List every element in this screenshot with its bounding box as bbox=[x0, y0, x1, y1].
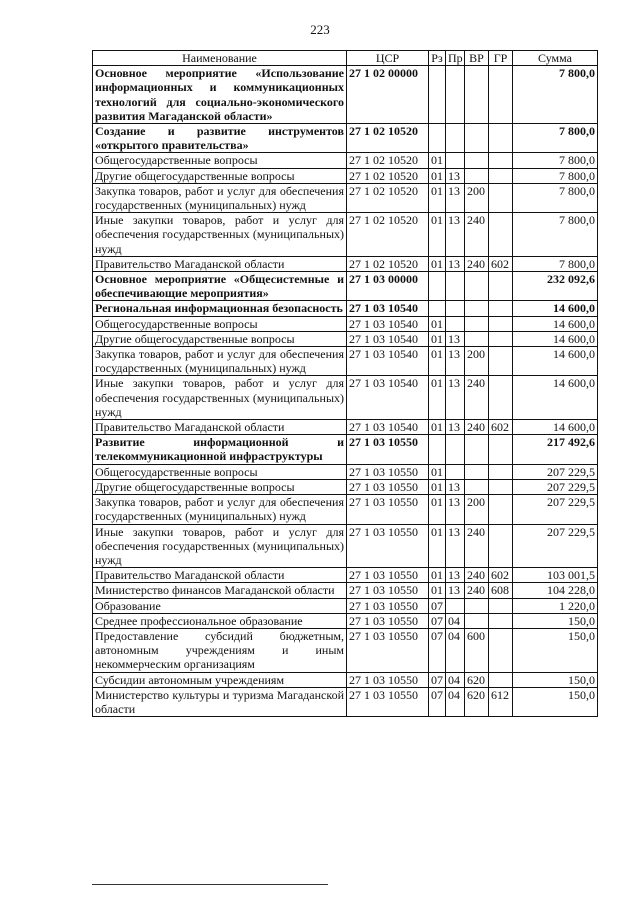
cell-name: Основное мероприятие «Использование информационных и коммуникационных технологий для социально-экономического развития Магаданской области» bbox=[93, 66, 347, 124]
cell-name: Иные закупки товаров, работ и услуг для обеспечения государственных (муниципальных) нужд bbox=[93, 213, 347, 257]
cell-pr: 13 bbox=[446, 495, 465, 524]
cell-vr bbox=[465, 316, 489, 331]
cell-pr: 13 bbox=[446, 256, 465, 271]
cell-csr: 27 1 03 10550 bbox=[347, 479, 429, 494]
table-row bbox=[93, 272, 598, 301]
cell-name: Правительство Магаданской области bbox=[93, 256, 347, 271]
cell-gr bbox=[489, 435, 513, 464]
cell-name: Другие общегосударственные вопросы bbox=[93, 168, 347, 183]
table-row bbox=[93, 628, 598, 672]
cell-gr bbox=[489, 213, 513, 257]
cell-sum: 150,0 bbox=[513, 672, 598, 687]
cell-name: Иные закупки товаров, работ и услуг для обеспечения государственных (муниципальных) нужд bbox=[93, 524, 347, 568]
cell-csr: 27 1 02 10520 bbox=[347, 124, 429, 153]
cell-sum: 14 600,0 bbox=[513, 420, 598, 435]
cell-pr: 13 bbox=[446, 213, 465, 257]
cell-name: Общегосударственные вопросы bbox=[93, 464, 347, 479]
cell-rz: 01 bbox=[429, 524, 446, 568]
cell-vr: 200 bbox=[465, 347, 489, 376]
cell-gr bbox=[489, 168, 513, 183]
cell-name: Предоставление субсидий бюджетным, автономным учреждениям и иным некоммерческим организациям bbox=[93, 628, 347, 672]
header-gr: ГР bbox=[489, 51, 513, 66]
cell-vr bbox=[465, 331, 489, 346]
cell-csr: 27 1 03 10550 bbox=[347, 583, 429, 598]
cell-csr: 27 1 02 10520 bbox=[347, 256, 429, 271]
header-name: Наименование bbox=[93, 51, 347, 66]
cell-rz: 01 bbox=[429, 168, 446, 183]
cell-pr bbox=[446, 272, 465, 301]
table-row bbox=[93, 420, 598, 435]
cell-csr: 27 1 02 10520 bbox=[347, 183, 429, 212]
cell-rz: 01 bbox=[429, 347, 446, 376]
cell-sum: 207 229,5 bbox=[513, 479, 598, 494]
cell-sum: 7 800,0 bbox=[513, 168, 598, 183]
table-row bbox=[93, 672, 598, 687]
cell-vr bbox=[465, 153, 489, 168]
cell-gr bbox=[489, 347, 513, 376]
cell-csr: 27 1 03 10540 bbox=[347, 347, 429, 376]
cell-pr: 13 bbox=[446, 568, 465, 583]
cell-pr: 04 bbox=[446, 672, 465, 687]
cell-sum: 7 800,0 bbox=[513, 256, 598, 271]
cell-csr: 27 1 02 00000 bbox=[347, 66, 429, 124]
cell-gr bbox=[489, 598, 513, 613]
cell-gr: 608 bbox=[489, 583, 513, 598]
cell-sum: 14 600,0 bbox=[513, 301, 598, 316]
cell-sum: 150,0 bbox=[513, 613, 598, 628]
cell-sum: 103 001,5 bbox=[513, 568, 598, 583]
table-body bbox=[93, 66, 598, 717]
cell-rz bbox=[429, 301, 446, 316]
cell-vr bbox=[465, 613, 489, 628]
cell-vr: 620 bbox=[465, 672, 489, 687]
table-row bbox=[93, 613, 598, 628]
table-row bbox=[93, 331, 598, 346]
table-row bbox=[93, 479, 598, 494]
table-row bbox=[93, 316, 598, 331]
cell-rz: 01 bbox=[429, 420, 446, 435]
cell-name: Другие общегосударственные вопросы bbox=[93, 331, 347, 346]
cell-csr: 27 1 03 10550 bbox=[347, 435, 429, 464]
cell-vr: 240 bbox=[465, 213, 489, 257]
cell-csr: 27 1 02 10520 bbox=[347, 153, 429, 168]
cell-csr: 27 1 03 10540 bbox=[347, 316, 429, 331]
cell-rz: 01 bbox=[429, 331, 446, 346]
cell-pr: 13 bbox=[446, 583, 465, 598]
table-row bbox=[93, 435, 598, 464]
cell-gr bbox=[489, 66, 513, 124]
cell-csr: 27 1 03 10540 bbox=[347, 420, 429, 435]
budget-table bbox=[92, 50, 598, 717]
cell-vr: 600 bbox=[465, 628, 489, 672]
table-row bbox=[93, 464, 598, 479]
cell-name: Министерство культуры и туризма Магаданской области bbox=[93, 687, 347, 716]
cell-sum: 104 228,0 bbox=[513, 583, 598, 598]
cell-csr: 27 1 03 10550 bbox=[347, 495, 429, 524]
cell-sum: 14 600,0 bbox=[513, 347, 598, 376]
cell-sum: 207 229,5 bbox=[513, 495, 598, 524]
cell-csr: 27 1 03 10540 bbox=[347, 331, 429, 346]
cell-pr: 13 bbox=[446, 347, 465, 376]
cell-gr: 602 bbox=[489, 568, 513, 583]
cell-rz: 07 bbox=[429, 672, 446, 687]
cell-csr: 27 1 03 10550 bbox=[347, 598, 429, 613]
cell-pr bbox=[446, 435, 465, 464]
cell-name: Создание и развитие инструментов «открытого правительства» bbox=[93, 124, 347, 153]
cell-pr bbox=[446, 316, 465, 331]
table-row bbox=[93, 687, 598, 716]
cell-rz: 01 bbox=[429, 153, 446, 168]
table-row bbox=[93, 568, 598, 583]
cell-vr: 620 bbox=[465, 687, 489, 716]
cell-name: Закупка товаров, работ и услуг для обеспечения государственных (муниципальных) нужд bbox=[93, 495, 347, 524]
table-row bbox=[93, 347, 598, 376]
header-pr: Пр bbox=[446, 51, 465, 66]
cell-csr: 27 1 03 10540 bbox=[347, 301, 429, 316]
cell-name: Другие общегосударственные вопросы bbox=[93, 479, 347, 494]
cell-pr bbox=[446, 301, 465, 316]
cell-vr bbox=[465, 124, 489, 153]
cell-gr bbox=[489, 672, 513, 687]
cell-gr bbox=[489, 301, 513, 316]
table-header-row bbox=[93, 51, 598, 66]
cell-name: Развитие информационной и телекоммуникационной инфраструктуры bbox=[93, 435, 347, 464]
cell-rz: 07 bbox=[429, 687, 446, 716]
cell-gr bbox=[489, 272, 513, 301]
cell-rz: 01 bbox=[429, 568, 446, 583]
cell-pr: 13 bbox=[446, 183, 465, 212]
cell-csr: 27 1 03 10540 bbox=[347, 376, 429, 420]
cell-vr: 200 bbox=[465, 495, 489, 524]
cell-gr bbox=[489, 479, 513, 494]
cell-vr bbox=[465, 435, 489, 464]
cell-rz: 01 bbox=[429, 183, 446, 212]
cell-gr bbox=[489, 628, 513, 672]
table-row bbox=[93, 583, 598, 598]
cell-gr: 602 bbox=[489, 420, 513, 435]
cell-sum: 7 800,0 bbox=[513, 153, 598, 168]
cell-csr: 27 1 03 10550 bbox=[347, 464, 429, 479]
cell-sum: 207 229,5 bbox=[513, 524, 598, 568]
cell-vr: 240 bbox=[465, 376, 489, 420]
cell-sum: 7 800,0 bbox=[513, 213, 598, 257]
cell-name: Правительство Магаданской области bbox=[93, 568, 347, 583]
cell-name: Иные закупки товаров, работ и услуг для обеспечения государственных (муниципальных) нужд bbox=[93, 376, 347, 420]
cell-vr: 240 bbox=[465, 420, 489, 435]
cell-vr: 240 bbox=[465, 568, 489, 583]
cell-pr: 04 bbox=[446, 628, 465, 672]
table-row bbox=[93, 153, 598, 168]
cell-rz: 07 bbox=[429, 613, 446, 628]
cell-csr: 27 1 02 10520 bbox=[347, 213, 429, 257]
cell-gr bbox=[489, 331, 513, 346]
cell-pr bbox=[446, 464, 465, 479]
cell-name: Общегосударственные вопросы bbox=[93, 316, 347, 331]
table-row bbox=[93, 168, 598, 183]
cell-name: Среднее профессиональное образование bbox=[93, 613, 347, 628]
table-row bbox=[93, 213, 598, 257]
cell-vr bbox=[465, 464, 489, 479]
cell-sum: 14 600,0 bbox=[513, 316, 598, 331]
cell-rz: 01 bbox=[429, 316, 446, 331]
cell-gr: 602 bbox=[489, 256, 513, 271]
footer-divider bbox=[92, 884, 328, 885]
cell-csr: 27 1 03 10550 bbox=[347, 672, 429, 687]
cell-sum: 7 800,0 bbox=[513, 66, 598, 124]
cell-rz: 01 bbox=[429, 583, 446, 598]
table-row bbox=[93, 495, 598, 524]
cell-gr: 612 bbox=[489, 687, 513, 716]
cell-csr: 27 1 03 10550 bbox=[347, 687, 429, 716]
cell-sum: 217 492,6 bbox=[513, 435, 598, 464]
cell-sum: 150,0 bbox=[513, 687, 598, 716]
cell-pr: 13 bbox=[446, 168, 465, 183]
table-row bbox=[93, 301, 598, 316]
cell-csr: 27 1 03 00000 bbox=[347, 272, 429, 301]
cell-csr: 27 1 03 10550 bbox=[347, 568, 429, 583]
cell-name: Правительство Магаданской области bbox=[93, 420, 347, 435]
cell-rz: 07 bbox=[429, 628, 446, 672]
cell-pr bbox=[446, 66, 465, 124]
cell-sum: 207 229,5 bbox=[513, 464, 598, 479]
table-row bbox=[93, 598, 598, 613]
cell-rz: 01 bbox=[429, 479, 446, 494]
cell-gr bbox=[489, 495, 513, 524]
cell-name: Основное мероприятие «Общесистемные и обеспечивающие мероприятия» bbox=[93, 272, 347, 301]
header-sum: Сумма bbox=[513, 51, 598, 66]
cell-sum: 14 600,0 bbox=[513, 376, 598, 420]
cell-vr bbox=[465, 479, 489, 494]
cell-rz: 07 bbox=[429, 598, 446, 613]
cell-name: Закупка товаров, работ и услуг для обеспечения государственных (муниципальных) нужд bbox=[93, 347, 347, 376]
cell-sum: 14 600,0 bbox=[513, 331, 598, 346]
cell-pr bbox=[446, 124, 465, 153]
cell-sum: 7 800,0 bbox=[513, 183, 598, 212]
cell-rz bbox=[429, 124, 446, 153]
cell-rz: 01 bbox=[429, 495, 446, 524]
cell-sum: 7 800,0 bbox=[513, 124, 598, 153]
cell-gr bbox=[489, 613, 513, 628]
cell-vr bbox=[465, 301, 489, 316]
cell-name: Министерство финансов Магаданской области bbox=[93, 583, 347, 598]
cell-name: Региональная информационная безопасность bbox=[93, 301, 347, 316]
header-vr: ВР bbox=[465, 51, 489, 66]
cell-gr bbox=[489, 183, 513, 212]
cell-csr: 27 1 02 10520 bbox=[347, 168, 429, 183]
cell-pr: 13 bbox=[446, 524, 465, 568]
table-row bbox=[93, 524, 598, 568]
table-row bbox=[93, 183, 598, 212]
cell-name: Общегосударственные вопросы bbox=[93, 153, 347, 168]
cell-rz bbox=[429, 66, 446, 124]
cell-vr bbox=[465, 66, 489, 124]
cell-gr bbox=[489, 316, 513, 331]
cell-pr: 13 bbox=[446, 420, 465, 435]
cell-pr: 04 bbox=[446, 613, 465, 628]
page-number: 223 bbox=[310, 22, 330, 37]
cell-name: Образование bbox=[93, 598, 347, 613]
cell-rz: 01 bbox=[429, 464, 446, 479]
cell-vr: 240 bbox=[465, 583, 489, 598]
header-csr: ЦСР bbox=[347, 51, 429, 66]
cell-pr bbox=[446, 153, 465, 168]
table-row bbox=[93, 256, 598, 271]
cell-rz bbox=[429, 435, 446, 464]
cell-rz: 01 bbox=[429, 213, 446, 257]
cell-rz: 01 bbox=[429, 256, 446, 271]
cell-sum: 150,0 bbox=[513, 628, 598, 672]
cell-csr: 27 1 03 10550 bbox=[347, 628, 429, 672]
cell-gr bbox=[489, 464, 513, 479]
cell-gr bbox=[489, 524, 513, 568]
cell-vr bbox=[465, 272, 489, 301]
cell-vr: 240 bbox=[465, 524, 489, 568]
cell-sum: 1 220,0 bbox=[513, 598, 598, 613]
cell-csr: 27 1 03 10550 bbox=[347, 524, 429, 568]
cell-name: Субсидии автономным учреждениям bbox=[93, 672, 347, 687]
cell-gr bbox=[489, 124, 513, 153]
table-row bbox=[93, 124, 598, 153]
cell-pr: 13 bbox=[446, 376, 465, 420]
cell-rz: 01 bbox=[429, 376, 446, 420]
cell-pr: 13 bbox=[446, 479, 465, 494]
cell-pr bbox=[446, 598, 465, 613]
cell-rz bbox=[429, 272, 446, 301]
cell-vr: 200 bbox=[465, 183, 489, 212]
cell-vr bbox=[465, 168, 489, 183]
cell-csr: 27 1 03 10550 bbox=[347, 613, 429, 628]
table-row bbox=[93, 376, 598, 420]
header-rz: Рз bbox=[429, 51, 446, 66]
cell-sum: 232 092,6 bbox=[513, 272, 598, 301]
cell-vr: 240 bbox=[465, 256, 489, 271]
cell-gr bbox=[489, 376, 513, 420]
cell-pr: 04 bbox=[446, 687, 465, 716]
cell-name: Закупка товаров, работ и услуг для обеспечения государственных (муниципальных) нужд bbox=[93, 183, 347, 212]
table-row bbox=[93, 66, 598, 124]
cell-gr bbox=[489, 153, 513, 168]
cell-pr: 13 bbox=[446, 331, 465, 346]
cell-vr bbox=[465, 598, 489, 613]
